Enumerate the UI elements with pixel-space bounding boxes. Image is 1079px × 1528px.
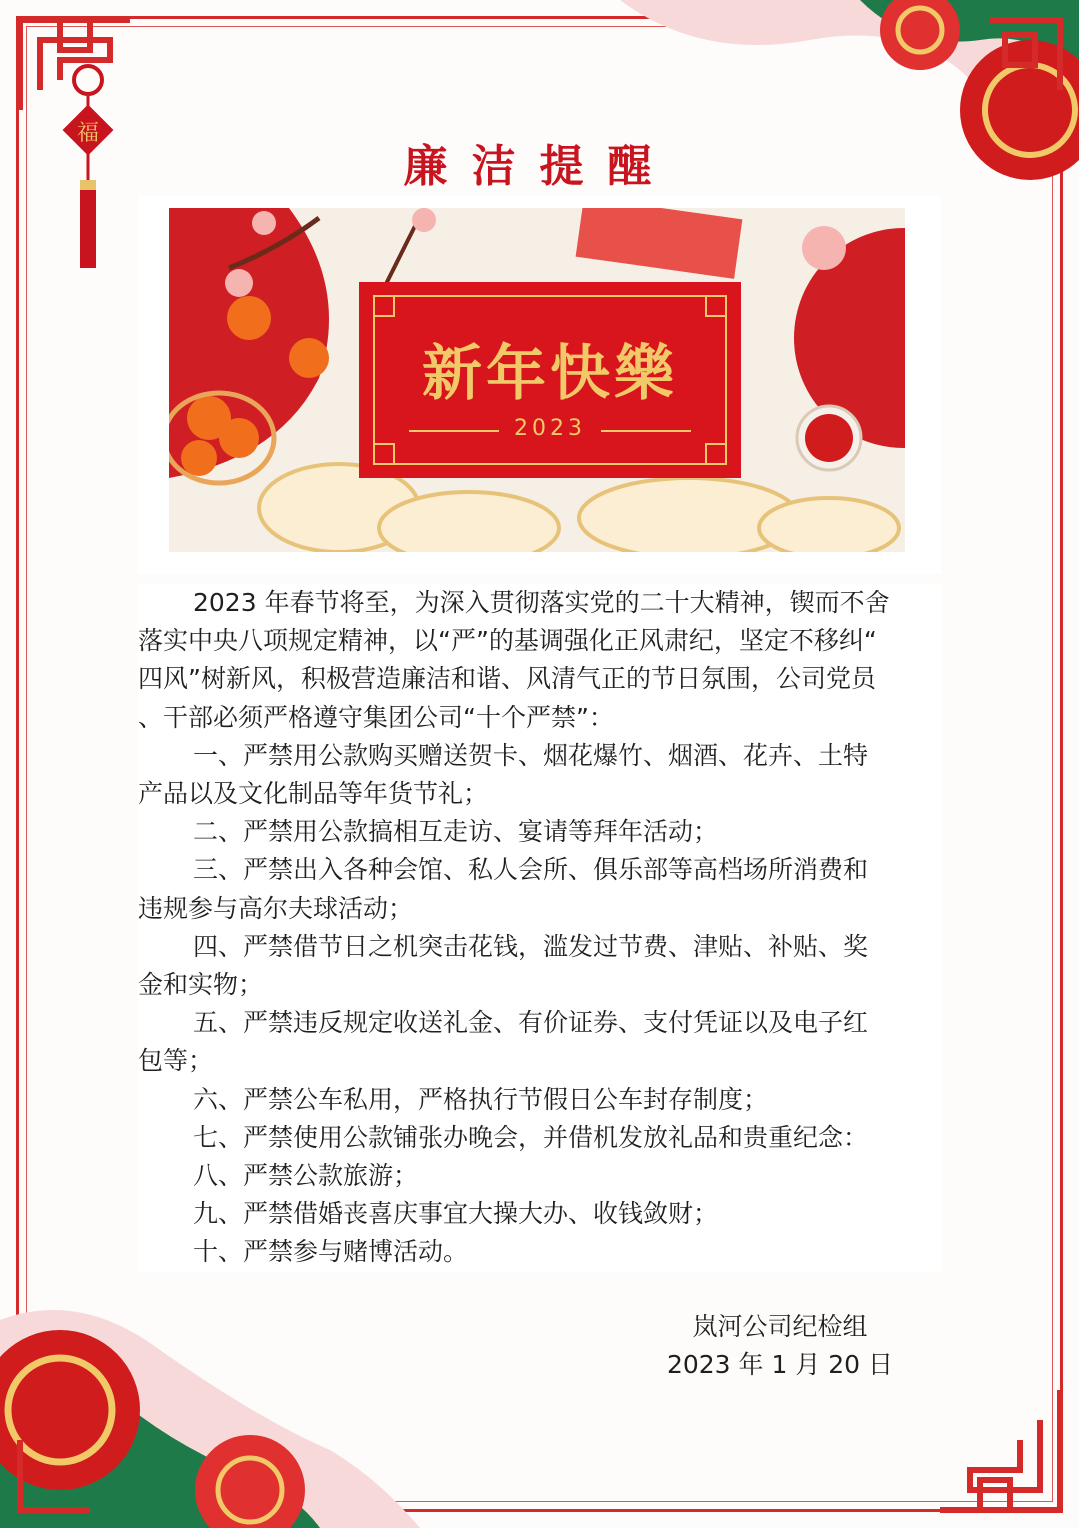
rule-line: 九、严禁借婚丧喜庆事宜大操大办、收钱敛财； <box>193 1199 719 1229</box>
rule-line: 违规参与高尔夫球活动； <box>138 893 414 923</box>
banner-frame <box>138 196 941 574</box>
bottom-right-fret-ornament <box>920 1380 1079 1528</box>
rule-item <box>138 737 942 813</box>
rule-line: 包等； <box>138 1046 214 1076</box>
rule-item <box>138 1233 942 1271</box>
rule-line: 十、严禁参与赌博活动。 <box>193 1237 469 1267</box>
rule-line: 三、严禁出入各种会馆、私人会所、俱乐部等高档场所消费和 <box>193 855 869 885</box>
rule-item <box>138 928 942 1004</box>
svg-text:福: 福 <box>76 121 100 146</box>
signature-date: 2023 年 1 月 20 日 <box>666 1350 894 1379</box>
rule-line: 产品以及文化制品等年货节礼； <box>138 779 489 809</box>
intro-line: 2023 年春节将至，为深入贯彻落实党的二十大精神，锲而不舍 <box>193 588 890 617</box>
greeting-text: 新年快樂 <box>422 339 678 409</box>
new-year-banner <box>169 208 905 552</box>
intro-paragraph <box>138 584 942 737</box>
intro-line: 落实中央八项规定精神，以“严”的基调强化正风肃纪，坚定不移纠“ <box>138 626 877 656</box>
rule-item <box>138 1081 942 1119</box>
rule-line: 五、严禁违反规定收送礼金、有价证券、支付凭证以及电子红 <box>193 1008 869 1038</box>
intro-line: 四风”树新风，积极营造廉洁和谐、风清气正的节日氛围，公司党员 <box>138 664 876 694</box>
rule-line: 四、严禁借节日之机突击花钱，滥发过节费、津贴、补贴、奖 <box>193 931 869 961</box>
rule-item <box>138 1004 942 1080</box>
rule-item <box>138 851 942 927</box>
rule-line: 二、严禁用公款搞相互走访、宴请等拜年活动； <box>193 817 719 847</box>
rule-line: 七、严禁使用公款铺张办晚会，并借机发放礼品和贵重纪念： <box>193 1122 869 1152</box>
rule-line: 八、严禁公款旅游； <box>193 1161 419 1191</box>
rule-item <box>138 1119 942 1157</box>
rule-line: 金和实物； <box>138 970 264 1000</box>
intro-line: 、干部必须严格遵守集团公司“十个严禁”： <box>138 702 614 732</box>
notice-body <box>138 584 942 1272</box>
rule-line: 六、严禁公车私用，严格执行节假日公车封存制度； <box>193 1084 769 1114</box>
banner-year: 2023 <box>514 416 586 441</box>
red-envelope-top <box>576 208 743 279</box>
rule-item <box>138 813 942 851</box>
page-title: 廉洁提醒 <box>403 141 676 192</box>
signature-org: 岚河公司纪检组 <box>692 1312 868 1341</box>
rule-line: 一、严禁用公款购买赠送贺卡、烟花爆竹、烟酒、花卉、土特 <box>193 740 869 770</box>
signature-block <box>640 1308 920 1384</box>
bottom-left-floral-ornament <box>0 1290 420 1528</box>
candle-icon <box>805 414 853 462</box>
rule-item <box>138 1157 942 1195</box>
rule-item <box>138 1195 942 1233</box>
